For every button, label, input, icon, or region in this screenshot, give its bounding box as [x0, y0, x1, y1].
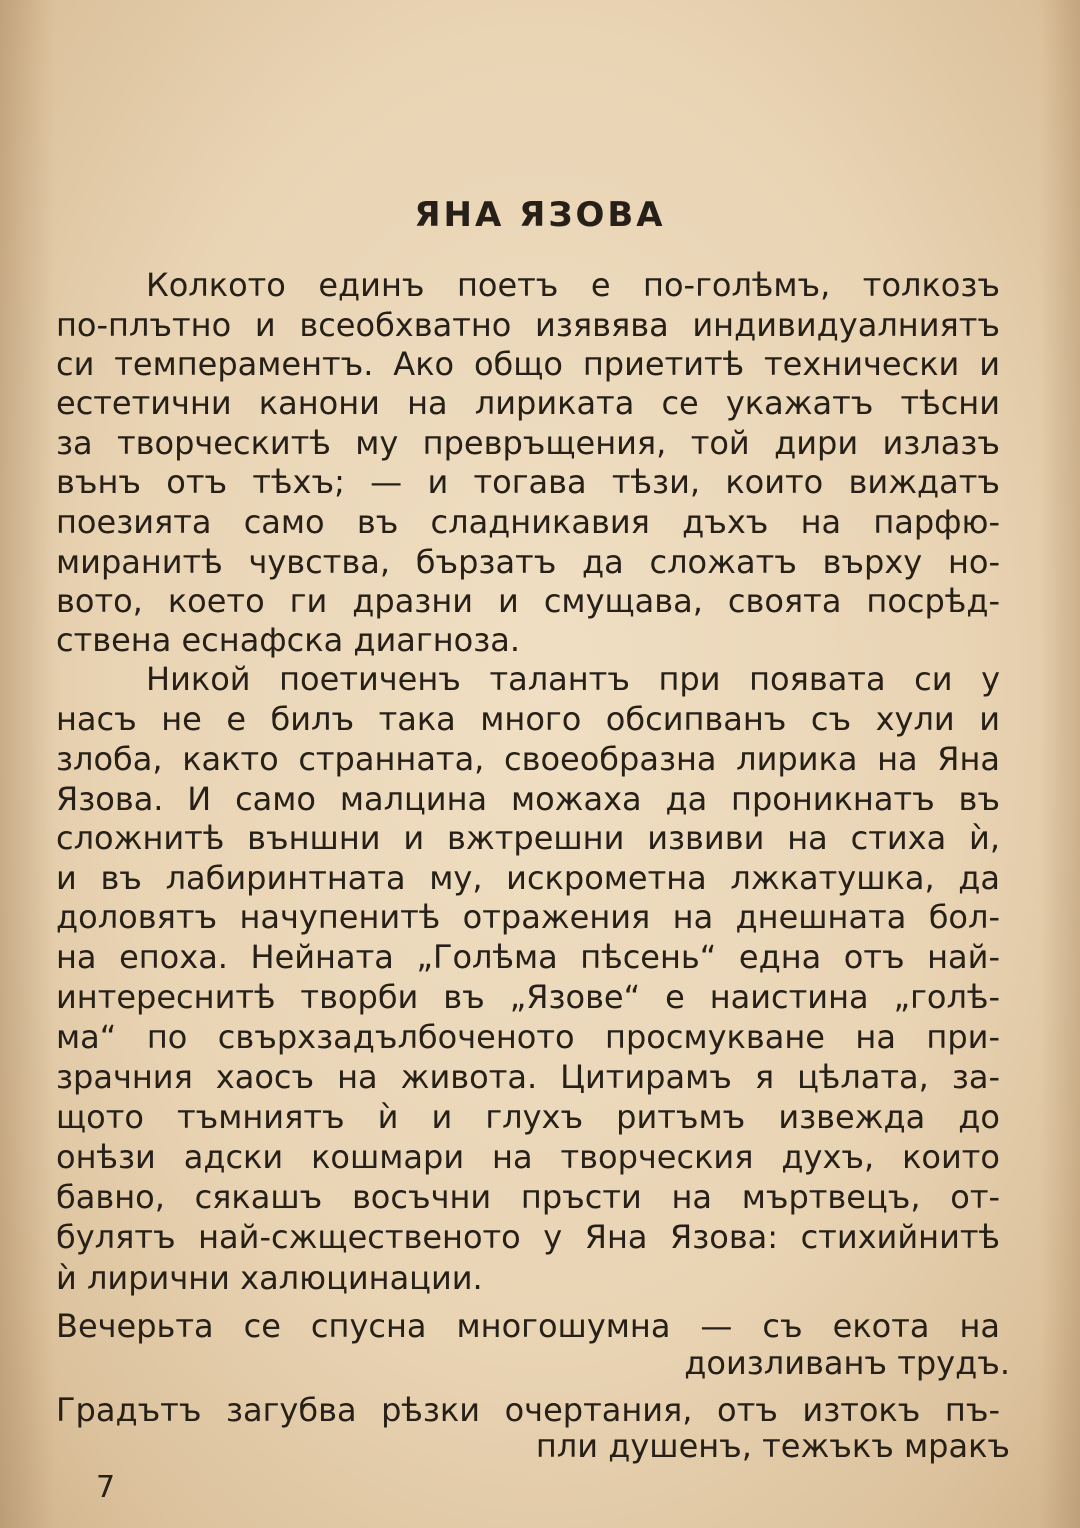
text-line: си темпераментъ. Ако общо приетитѣ технически и [56, 345, 1000, 383]
text-line: и въ лабиринтната му, искрометна лжкатушка, да [56, 859, 1000, 897]
text-line: щото тъмниятъ ѝ и глухъ ритъмъ извежда до [56, 1098, 1000, 1136]
text-line: ствена еснафска диагноза. [56, 621, 520, 659]
text-line: булятъ най-сжщественото у Яна Язова: стихийнитѣ [56, 1218, 1000, 1256]
text-line: по-плътно и всеобхватно изявява индивидуалниятъ [56, 306, 1000, 344]
text-line: бавно, сякашъ восъчни пръсти на мъртвецъ, от- [56, 1178, 1000, 1216]
text-line: естетични канони на лириката се укажатъ тѣсни [56, 384, 1000, 422]
poem-line: доизливанъ трудъ. [684, 1344, 1010, 1382]
text-line: доловятъ начупенитѣ отражения на днешната бол- [56, 898, 1000, 936]
text-line: на епоха. Нейната „Голѣма пѣсень“ една отъ най- [56, 938, 1000, 976]
text-line: сложнитѣ външни и вжтрешни извиви на стиха ѝ, [56, 819, 1000, 857]
poem-line: пли душенъ, тежъкъ мракъ [535, 1427, 1010, 1465]
text-line: поезията само въ сладникавия дъхъ на парфю- [56, 503, 1000, 541]
text-line: ѝ лирични халюцинации. [56, 1259, 483, 1297]
text-line: Язова. И само малцина можаха да проникнатъ въ [56, 780, 1000, 818]
text-line: зрачния хаосъ на живота. Цитирамъ я цѣлата, за- [56, 1058, 1000, 1096]
text-line: онѣзи адски кошмари на творческия духъ, които [56, 1138, 1000, 1176]
text-line: ма“ по свърхзадълбоченото просмукване на при- [56, 1018, 1000, 1056]
text-line: интереснитѣ творби въ „Язове“ е наистина „голѣ- [56, 978, 1000, 1016]
page-title: ЯНА ЯЗОВА [414, 195, 666, 235]
poem-line: Вечерьта се спусна многошумна — съ екота на [56, 1307, 1000, 1345]
text-line: злоба, както странната, своеобразна лирика на Яна [56, 740, 1000, 778]
page-number: 7 [96, 1470, 116, 1505]
poem-line: Градътъ загубва рѣзки очертания, отъ изтокъ пъ- [56, 1391, 1000, 1429]
text-line: Колкото единъ поетъ е по-голѣмъ, толкозъ [146, 266, 1000, 304]
text-line: Никой поетиченъ талантъ при появата си у [146, 660, 1000, 698]
text-line: вънъ отъ тѣхъ; — и тогава тѣзи, които виждатъ [56, 463, 1000, 501]
text-line: миранитѣ чувства, бързатъ да сложатъ върху но- [56, 543, 1000, 581]
text-line: за творческитѣ му превръщения, той дири излазъ [56, 424, 1000, 462]
text-line: насъ не е билъ така много обсипванъ съ хули и [56, 700, 1000, 738]
text-line: вото, което ги дразни и смущава, своята посрѣд- [56, 582, 1000, 620]
